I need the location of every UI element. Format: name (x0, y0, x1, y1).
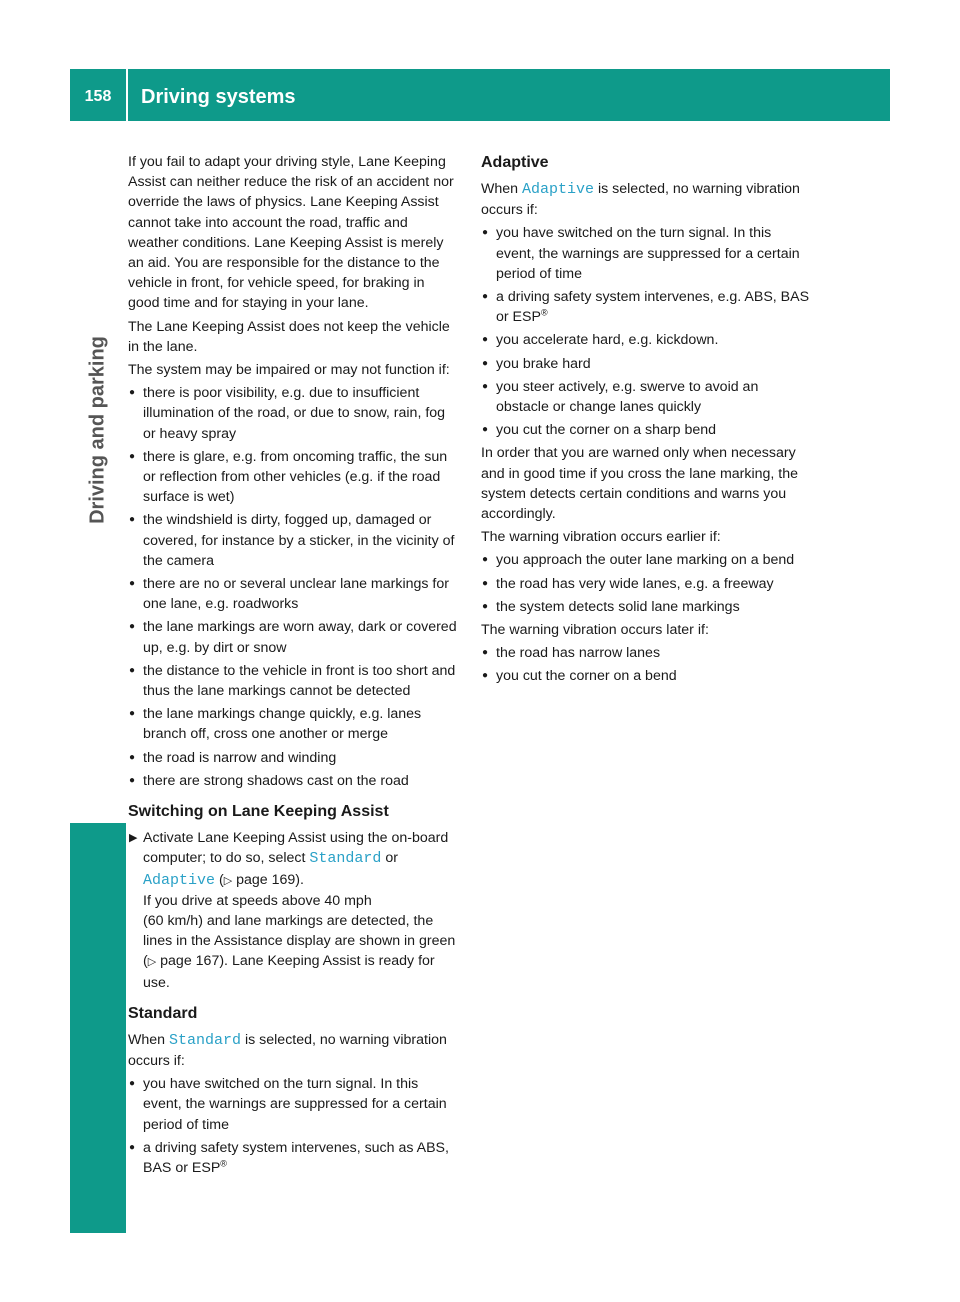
registered-mark: ® (540, 307, 548, 318)
list-item: ● there are no or several unclear lane markings for one lane, e.g. roadworks (128, 574, 460, 614)
adaptive-display-text: Adaptive (522, 181, 595, 198)
later-list (481, 643, 813, 686)
earlier-list (481, 550, 813, 617)
intro-paragraph: If you fail to adapt your driving style, Lane Keeping Assist can neither reduce the risk of an accident nor override the laws of physics. Lane Keeping Assist cannot take into account the road, traffic and weather conditions. Lane Keeping Assist is merely an aid. You are responsible for the distance to the vehicle in front, for vehicle speed, for braking in good time and for staying in your lane. (128, 154, 454, 312)
list-item: ● the road has narrow lanes (481, 643, 813, 663)
list-item: ● you have switched on the turn signal. In this event, the warnings are suppressed for a certain period of time (128, 1074, 460, 1135)
standard-when: When (128, 1031, 166, 1048)
conditions-list (128, 383, 460, 791)
list-item: ● the road has very wide lanes, e.g. a freeway (481, 574, 813, 594)
list-item: ● there is glare, e.g. from oncoming traffic, the sun or reflection from other vehicles (e.g. if the road surface is wet) (128, 447, 460, 508)
left-column (128, 152, 460, 1181)
adaptive-list (481, 223, 813, 440)
standard-intro (128, 1030, 460, 1071)
page-ref-link[interactable]: page 169). (236, 871, 304, 888)
standard-list (128, 1074, 460, 1178)
page-title: Driving systems (141, 86, 296, 108)
page-ref-icon: ▷ (223, 874, 233, 887)
adaptive-display-text: Adaptive (143, 871, 216, 889)
standard-heading: Standard (128, 1004, 198, 1022)
switching-heading: Switching on Lane Keeping Assist (128, 803, 389, 821)
standard-display-text: Standard (309, 850, 382, 868)
list-item: ● you steer actively, e.g. swerve to avoid an obstacle or change lanes quickly (481, 377, 813, 417)
later-paragraph: The warning vibration occurs later if: (481, 622, 709, 639)
list-item: ● the lane markings are worn away, dark or covered up, e.g. by dirt or snow (128, 617, 460, 657)
list-item: ● the system detects solid lane markings (481, 597, 813, 617)
right-column (481, 152, 813, 690)
side-tab-block (70, 823, 126, 1233)
list-item: ● you cut the corner on a bend (481, 666, 813, 686)
instruction-step (128, 828, 460, 993)
impaired-paragraph: The system may be impaired or may not function if: (128, 362, 450, 379)
step-note-2-wrap (143, 911, 460, 993)
list-item: ● you accelerate hard, e.g. kickdown. (481, 330, 813, 350)
adaptive-when: When (481, 181, 519, 197)
earlier-paragraph: The warning vibration occurs earlier if: (481, 529, 721, 546)
registered-mark: ® (220, 1158, 227, 1169)
list-item (481, 287, 813, 327)
list-item-text: a driving safety system intervenes, e.g. ABS, BAS or ESP (496, 289, 810, 326)
list-item: ● the distance to the vehicle in front is too short and thus the lane markings cannot be detected (128, 661, 460, 701)
list-item: ● the road is narrow and winding (128, 748, 460, 768)
list-item: ● the lane markings change quickly, e.g. lanes branch off, cross one another or merge (128, 704, 460, 744)
page-ref-link[interactable]: page 167). Lane Keeping Assist is ready for use. (143, 953, 435, 991)
page-number: 158 (84, 88, 112, 105)
step-note-2: (60 km/h) and lane markings are detected, the lines in the Assistance display are shown in green ( (143, 912, 456, 970)
adaptive-heading: Adaptive (481, 154, 549, 171)
warned-paragraph: In order that you are warned only when necessary and in good time if you cross the lane marking, the system detects certain conditions and warns you accordingly. (481, 445, 799, 523)
list-item (128, 1138, 460, 1178)
no-keep-paragraph: The Lane Keeping Assist does not keep the vehicle in the lane. (128, 318, 450, 355)
header-divider (126, 69, 128, 121)
side-tab-label: Driving and parking (86, 336, 109, 524)
list-item: ● the windshield is dirty, fogged up, damaged or covered, for instance by a sticker, in the vicinity of the camera (128, 510, 460, 571)
adaptive-intro (481, 179, 813, 220)
page-ref-icon: ▷ (147, 956, 157, 969)
list-item: ● you brake hard (481, 354, 813, 374)
step-arrow-icon: ▶ (129, 832, 138, 845)
list-item: ● you cut the corner on a sharp bend (481, 420, 813, 440)
list-item: ● there is poor visibility, e.g. due to insufficient illumination of the road, or due to snow, rain, fog or heavy spray (128, 383, 460, 444)
list-item: ● there are strong shadows cast on the road (128, 771, 460, 791)
list-item: ● you approach the outer lane marking on a bend (481, 550, 813, 570)
step-or: or (385, 850, 398, 867)
list-item: ● you have switched on the turn signal. In this event, the warnings are suppressed for a certain period of time (481, 223, 813, 284)
step-text: Activate Lane Keeping Assist using the on-board computer; to do so, select (143, 830, 449, 867)
step-note-1: If you drive at speeds above 40 mph (143, 892, 372, 909)
step-ref-open: ( (218, 871, 224, 888)
list-item-text: a driving safety system intervenes, such as ABS, BAS or ESP (143, 1139, 449, 1176)
standard-display-text: Standard (169, 1031, 242, 1049)
standard-rest: is selected, no warning vibration occurs if: (128, 1031, 447, 1069)
adaptive-rest: is selected, no warning vibration occurs if: (481, 181, 800, 219)
